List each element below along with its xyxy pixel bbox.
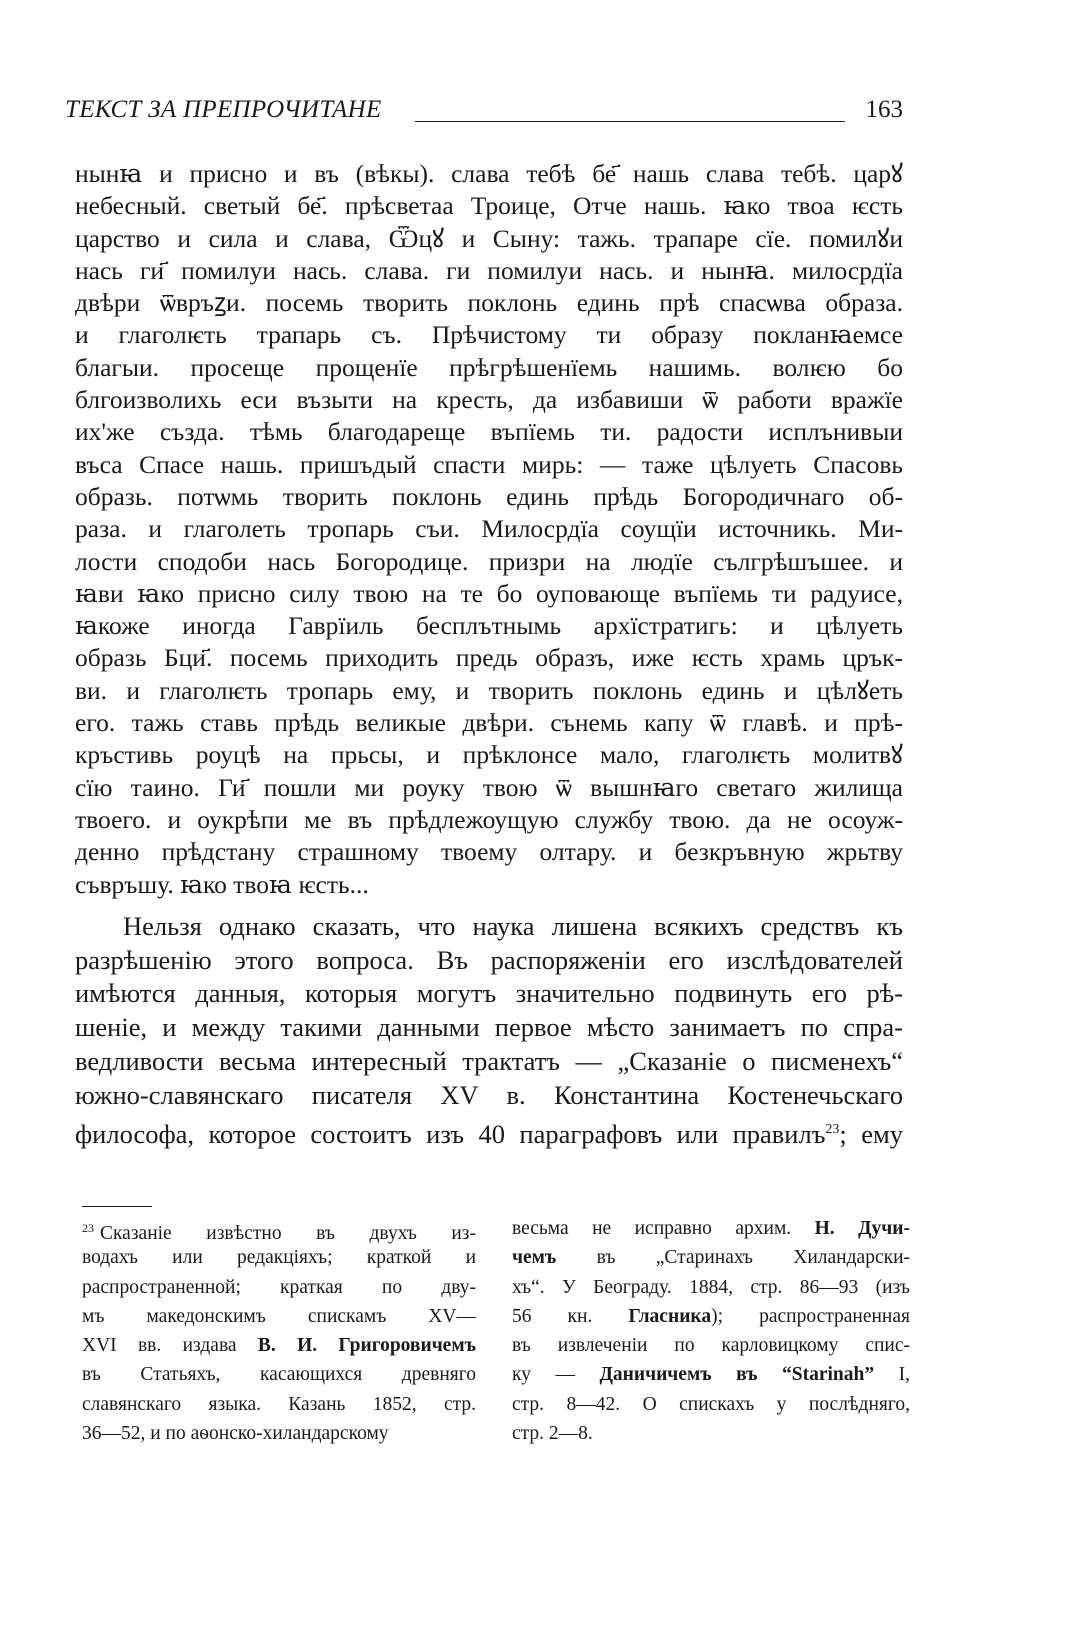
footnote-line: [82, 1331, 476, 1360]
footnote-line: распространенной; краткая по дву-: [82, 1276, 476, 1298]
paragraph-gap: [75, 901, 903, 910]
body-text: [75, 158, 903, 1149]
paragraph-line: южно-славянскаго писателя XV в. Константина Костенечьскаго: [75, 1079, 903, 1110]
paragraph-line-tail: ; ему: [839, 1118, 903, 1149]
footnote-reference[interactable]: 23: [825, 1121, 840, 1137]
quote-line: нынꙗ и присно и въ (вѣкы). слава тебѣ бе҃ нашь слава тебѣ. царꙋ: [75, 159, 903, 188]
footnote-line: стр. 8—42. О спискахъ у послѣдняго,: [512, 1393, 910, 1415]
quote-line: нась ги҃ помилуи нась. слава. ги помилуи нась. и нынꙗ. милосрдїа: [75, 255, 903, 285]
quote-line: царство и сила и слава, Ѿцꙋ и Сыну: тажь. трапаре сїе. помилꙋи: [75, 223, 903, 253]
paragraph-line: шеніе, и между такими данными первое мѣсто занимаетъ по спра-: [75, 1012, 903, 1043]
quote-line: их'же създа. тѣмь благодареще въпїемь ти. радости исплънивыи: [75, 417, 903, 447]
running-header: [65, 92, 903, 132]
quote-line: его. тажь ставь прѣдь великые двѣри. сънемь капу ѿ главѣ. и прѣ-: [75, 708, 903, 738]
quote-line: въса Спасе нашь. пришъдый спасти мирь: — таже цѣлуеть Спасовь: [75, 449, 903, 479]
paragraph-line: разрѣшенію этого вопроса. Въ распоряженіи его изслѣдователей: [75, 944, 903, 975]
quote-line: твоего. и оукрѣпи ме въ прѣдлежоущую службу твою. да не осоуж-: [75, 804, 903, 834]
running-title: ТЕКСТ ЗА ПРЕПРОЧИТАНЕ: [65, 96, 382, 123]
quote-line: небесный. светый бе҃. прѣсветаа Троице, Отче нашь. ꙗко твоа ѥсть: [75, 191, 903, 221]
footnote-line: [512, 1214, 910, 1243]
quote-line: блгоизволихь еси възыти на кресть, да избавиши ѿ работи вражїе: [75, 385, 903, 415]
quote-line: сїю таино. Ги҃ пошли ми роуку твою ѿ вышнꙗго светаго жилища: [75, 772, 903, 802]
main-paragraph: [75, 910, 903, 1147]
footnote-text: Сказаніе извѣстно въ двухъ из-: [100, 1223, 476, 1244]
paragraph-line-text: философа, которое состоитъ изъ 40 параграфовъ или правилъ: [75, 1118, 826, 1149]
footnote-text: ); распространенная: [711, 1305, 910, 1327]
footnote-line: въ Статьяхъ, касающихся древняго: [82, 1364, 476, 1386]
footnote-text: въ „Старинахъ Хиландарски-: [556, 1247, 910, 1269]
footnote-line: мъ македонскимъ спискамъ XV—: [82, 1305, 476, 1327]
footnote-line: [512, 1243, 910, 1272]
footnote-line: славянскаго языка. Казань 1852, стр.: [82, 1393, 476, 1415]
footnote-author: В. И. Григоровичемъ: [257, 1335, 476, 1357]
footnote-rule: [82, 1206, 152, 1207]
footnote-line: хъ“. У Београду. 1884, стр. 86—93 (изъ: [512, 1276, 910, 1298]
quote-line: съвръшу. ꙗко твоꙗ ѥсть...: [75, 869, 369, 899]
paragraph-line: ведливости весьма интересный трактатъ — „Сказаніе о писменехъ“: [75, 1046, 903, 1077]
footnote-text: XVI вв. издава: [82, 1335, 258, 1357]
footnote-author: чемъ: [512, 1247, 557, 1269]
paragraph-line: Нельзя однако сказать, что наука лишена всякихъ средствъ къ: [123, 910, 903, 941]
footnote-column-right: [512, 1214, 910, 1448]
footnote-text: I,: [874, 1364, 910, 1386]
footnote-text: ку —: [512, 1364, 600, 1386]
footnote-line: [512, 1360, 910, 1389]
footnote-column-left: [82, 1214, 476, 1448]
footnote-line: стр. 2—8.: [512, 1423, 593, 1445]
quote-line: двѣри ѿвръꙁи. посемь творить поклонь единь прѣ спасѡва образа.: [75, 288, 903, 318]
footnote-line: 36—52, и по аѳонско-хиландарскому: [82, 1423, 389, 1445]
page-number: 163: [865, 96, 903, 123]
footnote-text: весьма не исправно архим.: [512, 1218, 815, 1239]
footnote-author: Н. Дучи-: [814, 1218, 910, 1239]
quote-line: ꙗкоже иногда Гаврїиль бесплътнымь архїстратигь: и цѣлуеть: [75, 611, 903, 641]
quote-line: образь. потѡмь творить поклонь единь прѣдь Богородичнаго об-: [75, 481, 903, 511]
quote-line: благыи. просеще прощенїе прѣгрѣшенїемь нашимь. волѥю бо: [75, 352, 903, 382]
header-rule: [415, 121, 845, 122]
footnote-source: Гласника: [628, 1305, 712, 1327]
quote-line: образь Бци҃. посемь приходить предь образъ, иже ѥсть храмь црък-: [75, 643, 903, 673]
quote-line: кръстивь роуцѣ на прьсы, и прѣклонсе мало, глаголѥть молитвꙋ: [75, 740, 903, 770]
quote-line: ꙗви ꙗко присно силу твою на те бо оуповающе въпїемь ти радуисе,: [75, 578, 903, 608]
quote-line: и глаголѥть трапарь съ. Прѣчистому ти образу покланꙗемсе: [75, 320, 903, 350]
footnote-line: [512, 1302, 910, 1331]
paragraph-line: [75, 1113, 903, 1147]
quote-line: раза. и глаголеть тропарь съи. Милосрдїа соущїи источникь. Ми-: [75, 514, 903, 544]
footnote-marker: 23: [82, 1221, 94, 1235]
quote-line: лости сподоби нась Богородице. призри на людїе сългрѣшъшее. и: [75, 546, 903, 576]
quote-line: денно прѣдстану страшному твоему олтару. и безкръвную жрьтву: [75, 837, 903, 867]
footnote-line: водахъ или редакціяхъ; краткой и: [82, 1247, 476, 1269]
footnote-author: Даничичемъ въ “Starinah”: [599, 1364, 875, 1386]
quoted-church-slavonic-text: [75, 158, 903, 901]
quote-line: ви. и глаголѥть тропарь ему, и творить поклонь единь и цѣлꙋеть: [75, 675, 903, 705]
paragraph-line: имѣются данныя, которыя могутъ значительно подвинуть его рѣ-: [75, 978, 903, 1009]
footnote-line: [82, 1214, 476, 1243]
footnote-line: въ извлеченіи по карловицкому спис-: [512, 1335, 910, 1357]
footnote-text: 56 кн.: [512, 1305, 629, 1327]
